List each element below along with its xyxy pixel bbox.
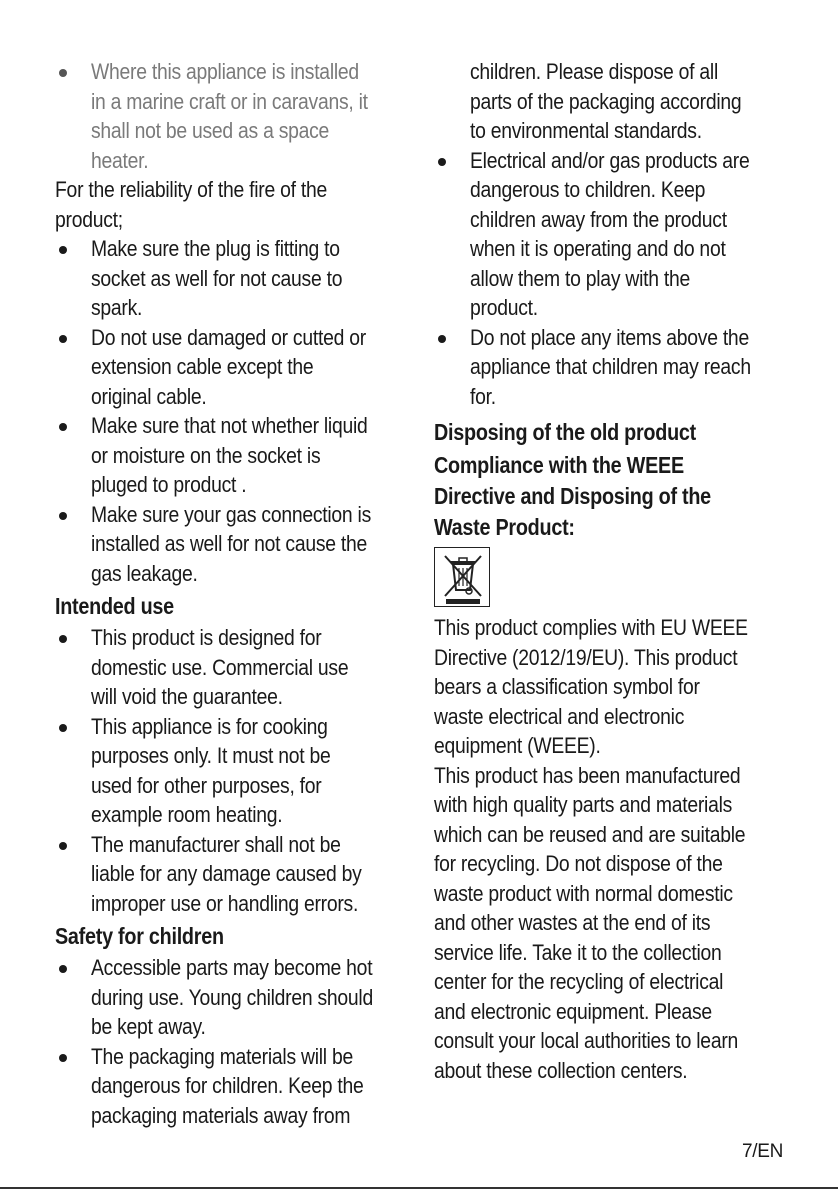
disposing-heading: Disposing of the old product — [434, 419, 696, 445]
intended-use-bullet-list — [55, 623, 415, 918]
safety-bullet-list — [55, 953, 415, 1130]
intro-bullet-list — [55, 57, 415, 175]
list-item: This product is designed for domestic use. Commercial use will void the guarantee. — [55, 623, 415, 712]
left-column — [55, 57, 415, 1130]
reliability-bullet-list — [55, 234, 415, 588]
right-column — [434, 57, 794, 1085]
weee-compliance-paragraph: This product complies with EU WEEE Directive (2012/19/EU). This product bears a classification symbol for waste electrical and electronic equipment (WEEE). — [434, 615, 748, 758]
list-item: Make sure your gas connection is installed as well for not cause the gas leakage. — [55, 500, 415, 589]
list-item: Do not place any items above the appliance that children may reach for. — [434, 323, 794, 412]
list-item: Electrical and/or gas products are dangerous to children. Keep children away from the product when it is operating and do not allow them to play with the product. — [434, 146, 794, 323]
bottom-divider — [0, 1187, 838, 1189]
list-item: Where this appliance is installed in a marine craft or in caravans, it shall not be used as a space heater. — [55, 57, 415, 175]
list-item: Accessible parts may become hot during use. Young children should be kept away. — [55, 953, 415, 1042]
recycling-paragraph: This product has been manufactured with high quality parts and materials which can be reused and are suitable for recycling. Do not dispose of the waste product with normal domestic and other wastes at the end of its service life. Take it to the collection center for the recycling of electrical and electronic equipment. Please consult your local authorities to learn about these collection centers. — [434, 762, 746, 1083]
children-bullet-list — [434, 146, 794, 412]
weee-heading: Compliance with the WEEE Directive and Disposing of the Waste Product: — [434, 452, 711, 540]
list-item: The packaging materials will be dangerous for children. Keep the packaging materials away from — [55, 1042, 415, 1131]
list-item: The manufacturer shall not be liable for any damage caused by improper use or handling errors. — [55, 830, 415, 919]
list-item: This appliance is for cooking purposes only. It must not be used for other purposes, for example room heating. — [55, 712, 415, 830]
intended-use-heading: Intended use — [55, 593, 174, 619]
continuation-paragraph: children. Please dispose of all parts of the packaging according to environmental standards. — [470, 59, 742, 143]
crossed-out-wheelie-bin-icon — [434, 547, 490, 607]
page-number: 7/EN — [741, 1141, 783, 1162]
list-item: Do not use damaged or cutted or extension cable except the original cable. — [55, 323, 415, 412]
reliability-paragraph: For the reliability of the fire of the product; — [55, 177, 327, 232]
list-item: Make sure that not whether liquid or moisture on the socket is pluged to product . — [55, 411, 415, 500]
safety-for-children-heading: Safety for children — [55, 923, 224, 949]
list-item: Make sure the plug is fitting to socket as well for not cause to spark. — [55, 234, 415, 323]
